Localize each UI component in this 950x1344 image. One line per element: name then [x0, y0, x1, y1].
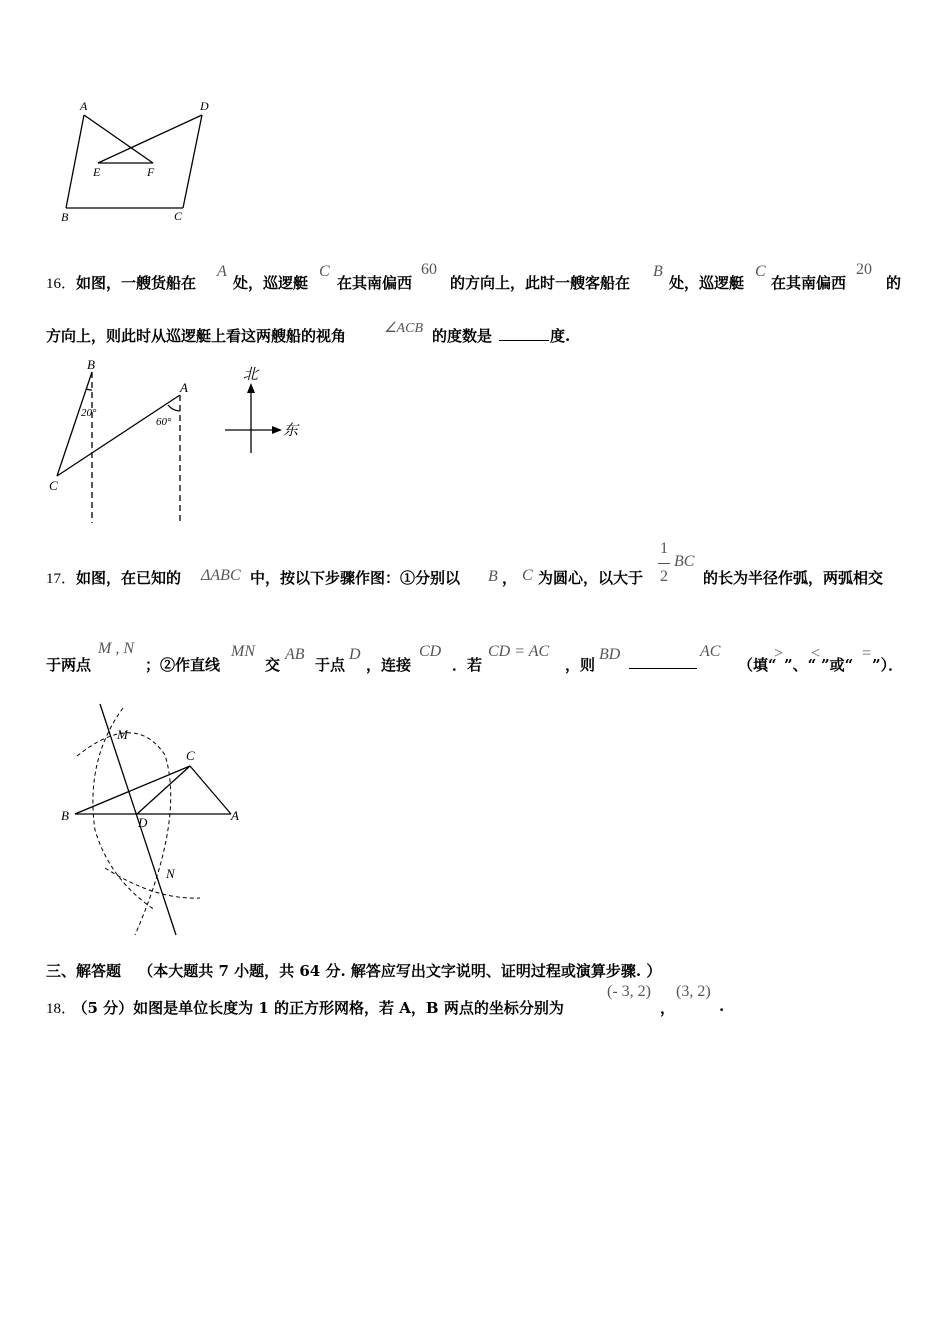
arc-from-C [77, 733, 171, 935]
q17-text: 中，按以下步骤作图：①分别以 [250, 569, 461, 587]
label-B: B [87, 357, 95, 372]
q17-text: ”）． [872, 656, 904, 674]
q17-text: （填“ [738, 656, 777, 674]
q17-math-B: B [488, 568, 498, 585]
segment-CA [190, 766, 231, 814]
q16-math-B: B [653, 263, 663, 280]
segment-AC [57, 395, 180, 476]
q17-math-lt: < [811, 645, 821, 662]
q17-math-CD: CD [419, 643, 442, 660]
q18-text: （5 分）如图是单位长度为 1 的正方形网格，若 A，B 两点的坐标分别为 [80, 999, 564, 1017]
figure-construction [55, 700, 255, 940]
compass-north-label: 北 [243, 365, 259, 383]
q17-text: ，则 [565, 656, 596, 674]
q18-line1 [46, 997, 564, 1018]
q16-text: 的度数是 [432, 327, 493, 345]
q17-math-D: D [349, 646, 361, 663]
q18-math-point-B: (3, 2) [676, 983, 711, 1000]
section-title: 三、解答题 [46, 962, 122, 980]
q17-text: 为圆心，以大于 [538, 569, 644, 587]
segment-CD [137, 766, 190, 814]
segment-AB [66, 115, 84, 208]
q16-number: 16． [46, 276, 77, 292]
label-A: A [80, 99, 88, 113]
q16-text: 方向上，则此时从巡逻艇上看这两艘船的视角 [46, 327, 347, 345]
q17-number: 17． [46, 571, 77, 587]
q17-text: ，连接 [366, 656, 412, 674]
q17-text: ”或“ [821, 656, 854, 674]
section-note: （本大题共 7 小题，共 64 分. 解答应写出文字说明、证明过程或演算步骤. ） [138, 962, 662, 980]
q16-text: 在其南偏西 [337, 274, 413, 292]
segment-BC [75, 766, 190, 814]
q16-math-A: A [217, 263, 227, 280]
section-heading [46, 960, 661, 981]
q16-math-20: 20 [856, 261, 872, 278]
q16-math-C2: C [755, 263, 766, 280]
q18-number: 18． [46, 1001, 77, 1017]
q18-math-point-A: (- 3, 2) [607, 983, 651, 1000]
label-D: D [138, 815, 148, 830]
q17-math-CD-eq-AC: CD = AC [488, 643, 550, 660]
label-B: B [61, 210, 69, 224]
q17-math-triangle: ΔABC [201, 567, 241, 584]
q17-text: 交 [265, 656, 281, 674]
label-C: C [186, 748, 195, 763]
q16-text: 处，巡逻艇 [669, 274, 745, 292]
q17-text: ；②作直线 [145, 656, 221, 674]
q17-math-MN: M , N [98, 640, 134, 657]
segment-CD [183, 115, 202, 208]
label-F: F [147, 165, 155, 179]
east-arrow-icon [272, 426, 282, 434]
q16-text: 在其南偏西 [771, 274, 847, 292]
q16-answer-blank[interactable] [499, 330, 549, 341]
label-C: C [49, 478, 58, 493]
label-E: E [93, 165, 101, 179]
angle-arc-A [168, 405, 180, 411]
q16-math-60: 60 [421, 261, 437, 278]
q16-text: 处，巡逻艇 [233, 274, 309, 292]
q17-text: ”、“ [784, 656, 817, 674]
segment-BC [57, 372, 92, 476]
label-B: B [61, 808, 69, 823]
q17-math-BD: BD [599, 646, 621, 663]
label-A: A [231, 808, 239, 823]
q18-text: . [719, 997, 725, 1015]
arc-lower [105, 868, 200, 898]
label-D: D [200, 99, 209, 113]
q17-text: 的长为半径作弧，两弧相交 [703, 569, 884, 587]
q17-line1 [46, 567, 181, 588]
q17-text: ， [502, 569, 518, 587]
q17-text: ．若 [452, 656, 483, 674]
q17-math-BC: BC [674, 553, 695, 570]
q16-text: 度. [550, 327, 571, 345]
q17-half-denominator: 2 [660, 568, 668, 585]
label-N: N [166, 866, 175, 881]
q16-text: 如图，一艘货船在 [76, 274, 197, 292]
q18-text: ， [660, 999, 676, 1017]
q17-math-AC: AC [700, 643, 721, 660]
figure-bearing [40, 355, 310, 530]
segment-DE [98, 115, 202, 163]
q16-math-angle: ∠ACB [384, 321, 423, 336]
q17-text: 于两点 [46, 656, 92, 674]
q17-math-equal: = [862, 645, 872, 662]
q17-text: 于点 [315, 656, 346, 674]
north-arrow-icon [247, 383, 255, 393]
q16-line1 [46, 272, 196, 293]
q17-text: 如图，在已知的 [76, 569, 182, 587]
q16-math-C: C [319, 263, 330, 280]
q16-text: 的 [886, 274, 902, 292]
q17-math-gt: > [774, 645, 784, 662]
q17-math-C: C [522, 567, 533, 584]
segment-AF [84, 115, 153, 163]
angle-arc-B [86, 389, 92, 390]
q17-half-numerator: 1 [660, 540, 668, 557]
q17-answer-blank[interactable] [629, 660, 697, 669]
figure-quadrilateral [50, 95, 230, 230]
q16-text: 的方向上，此时一艘客船在 [450, 274, 631, 292]
q17-math-MN2: MN [231, 643, 255, 660]
q17-math-AB: AB [285, 646, 305, 663]
compass-east-label: 东 [283, 421, 299, 439]
label-A: A [180, 380, 188, 395]
label-M: M [117, 727, 128, 742]
q17-fraction-bar [658, 563, 670, 564]
label-60deg: 60° [156, 416, 172, 428]
label-C: C [174, 209, 183, 223]
label-20deg: 20° [81, 407, 97, 419]
